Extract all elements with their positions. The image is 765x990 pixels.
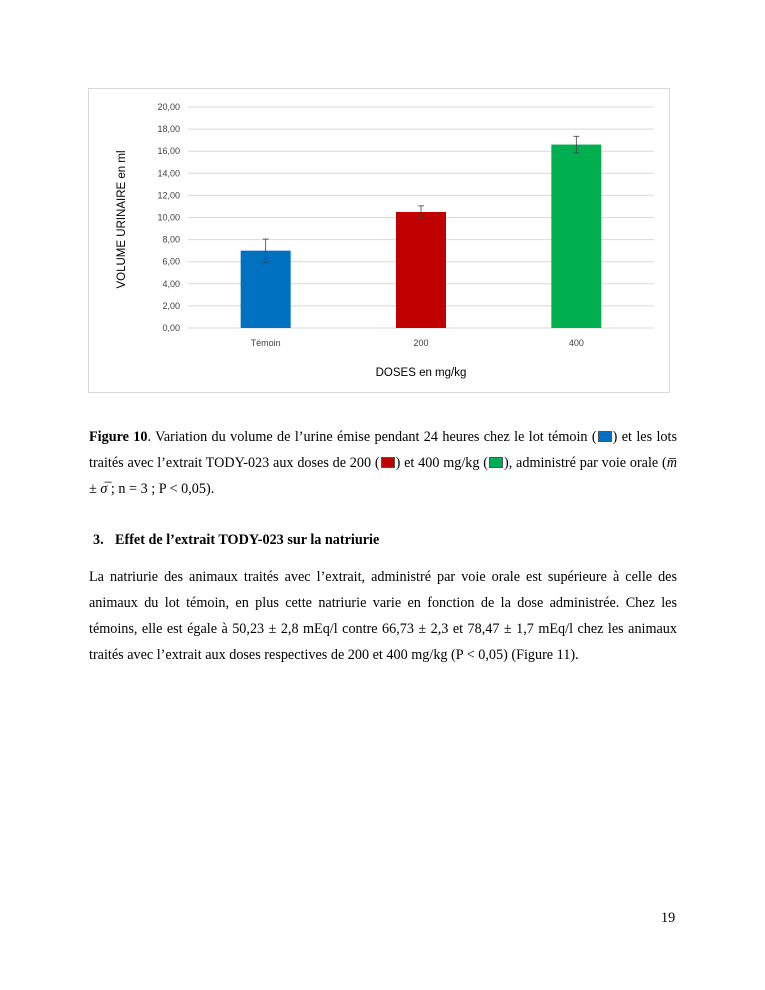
y-tick-label: 12,00 <box>157 190 180 201</box>
x-tick-label: 200 <box>413 338 429 348</box>
body-paragraph: La natriurie des animaux traités avec l’extrait, administré par voie orale est supérieure à celle des animaux du lot témoin, en plus cette natriurie varie en fonction de la dose administrée. Chez les témoins, elle est égale à 50,23 ± 2,8 mEq/l contre 66,73 ± 2,3 et 78,47 ± 1,7 mEq/l chez les animaux traités avec l’extrait aux doses respectives de 200 et 400 mg/kg (P < 0,05) (Figure 11). <box>89 569 677 663</box>
legend-swatch-400 <box>489 457 503 468</box>
y-tick-label: 4,00 <box>162 278 180 289</box>
bar-1 <box>396 212 446 328</box>
bar-chart <box>89 89 669 392</box>
x-axis-title: DOSES en mg/kg <box>375 367 467 379</box>
figure-caption <box>89 424 677 502</box>
page-number: 19 <box>661 910 676 926</box>
x-tick-labels <box>251 338 584 348</box>
chart-frame <box>88 88 670 393</box>
caption-math: m̅ ± σ̅ <box>89 455 677 497</box>
section-heading <box>93 532 379 549</box>
bars <box>241 145 602 328</box>
bar-2 <box>551 145 601 328</box>
section-title: Effet de l’extrait TODY-023 sur la natriurie <box>115 532 380 548</box>
y-axis-title: VOLUME URINAIRE en ml <box>116 150 128 289</box>
y-tick-label: 6,00 <box>162 256 180 267</box>
caption-text-5: ; n = 3 ; P < 0,05). <box>107 481 215 497</box>
caption-text-4: ), administré par voie orale ( <box>504 455 667 471</box>
y-tick-label: 18,00 <box>157 124 180 135</box>
y-tick-label: 14,00 <box>157 168 180 179</box>
legend-swatch-temoin <box>598 431 612 442</box>
y-tick-label: 10,00 <box>157 212 180 223</box>
y-tick-label: 16,00 <box>157 146 180 157</box>
y-tick-label: 2,00 <box>162 300 180 311</box>
figure-label: Figure 10 <box>89 429 148 445</box>
section-number: 3. <box>93 532 104 548</box>
caption-text-2: ) et les lots traités avec l’extrait TODY-023 aux doses de 200 ( <box>89 429 677 471</box>
x-tick-label: Témoin <box>250 338 281 348</box>
x-tick-label: 400 <box>568 338 584 348</box>
legend-swatch-200 <box>381 457 395 468</box>
y-tick-label: 0,00 <box>162 323 180 333</box>
caption-text-3: ) et 400 mg/kg ( <box>395 455 488 471</box>
y-tick-labels <box>157 102 180 333</box>
y-tick-label: 8,00 <box>162 234 180 245</box>
caption-text-1: . Variation du volume de l’urine émise pendant 24 heures chez le lot témoin ( <box>147 429 597 445</box>
y-tick-label: 20,00 <box>157 102 180 112</box>
